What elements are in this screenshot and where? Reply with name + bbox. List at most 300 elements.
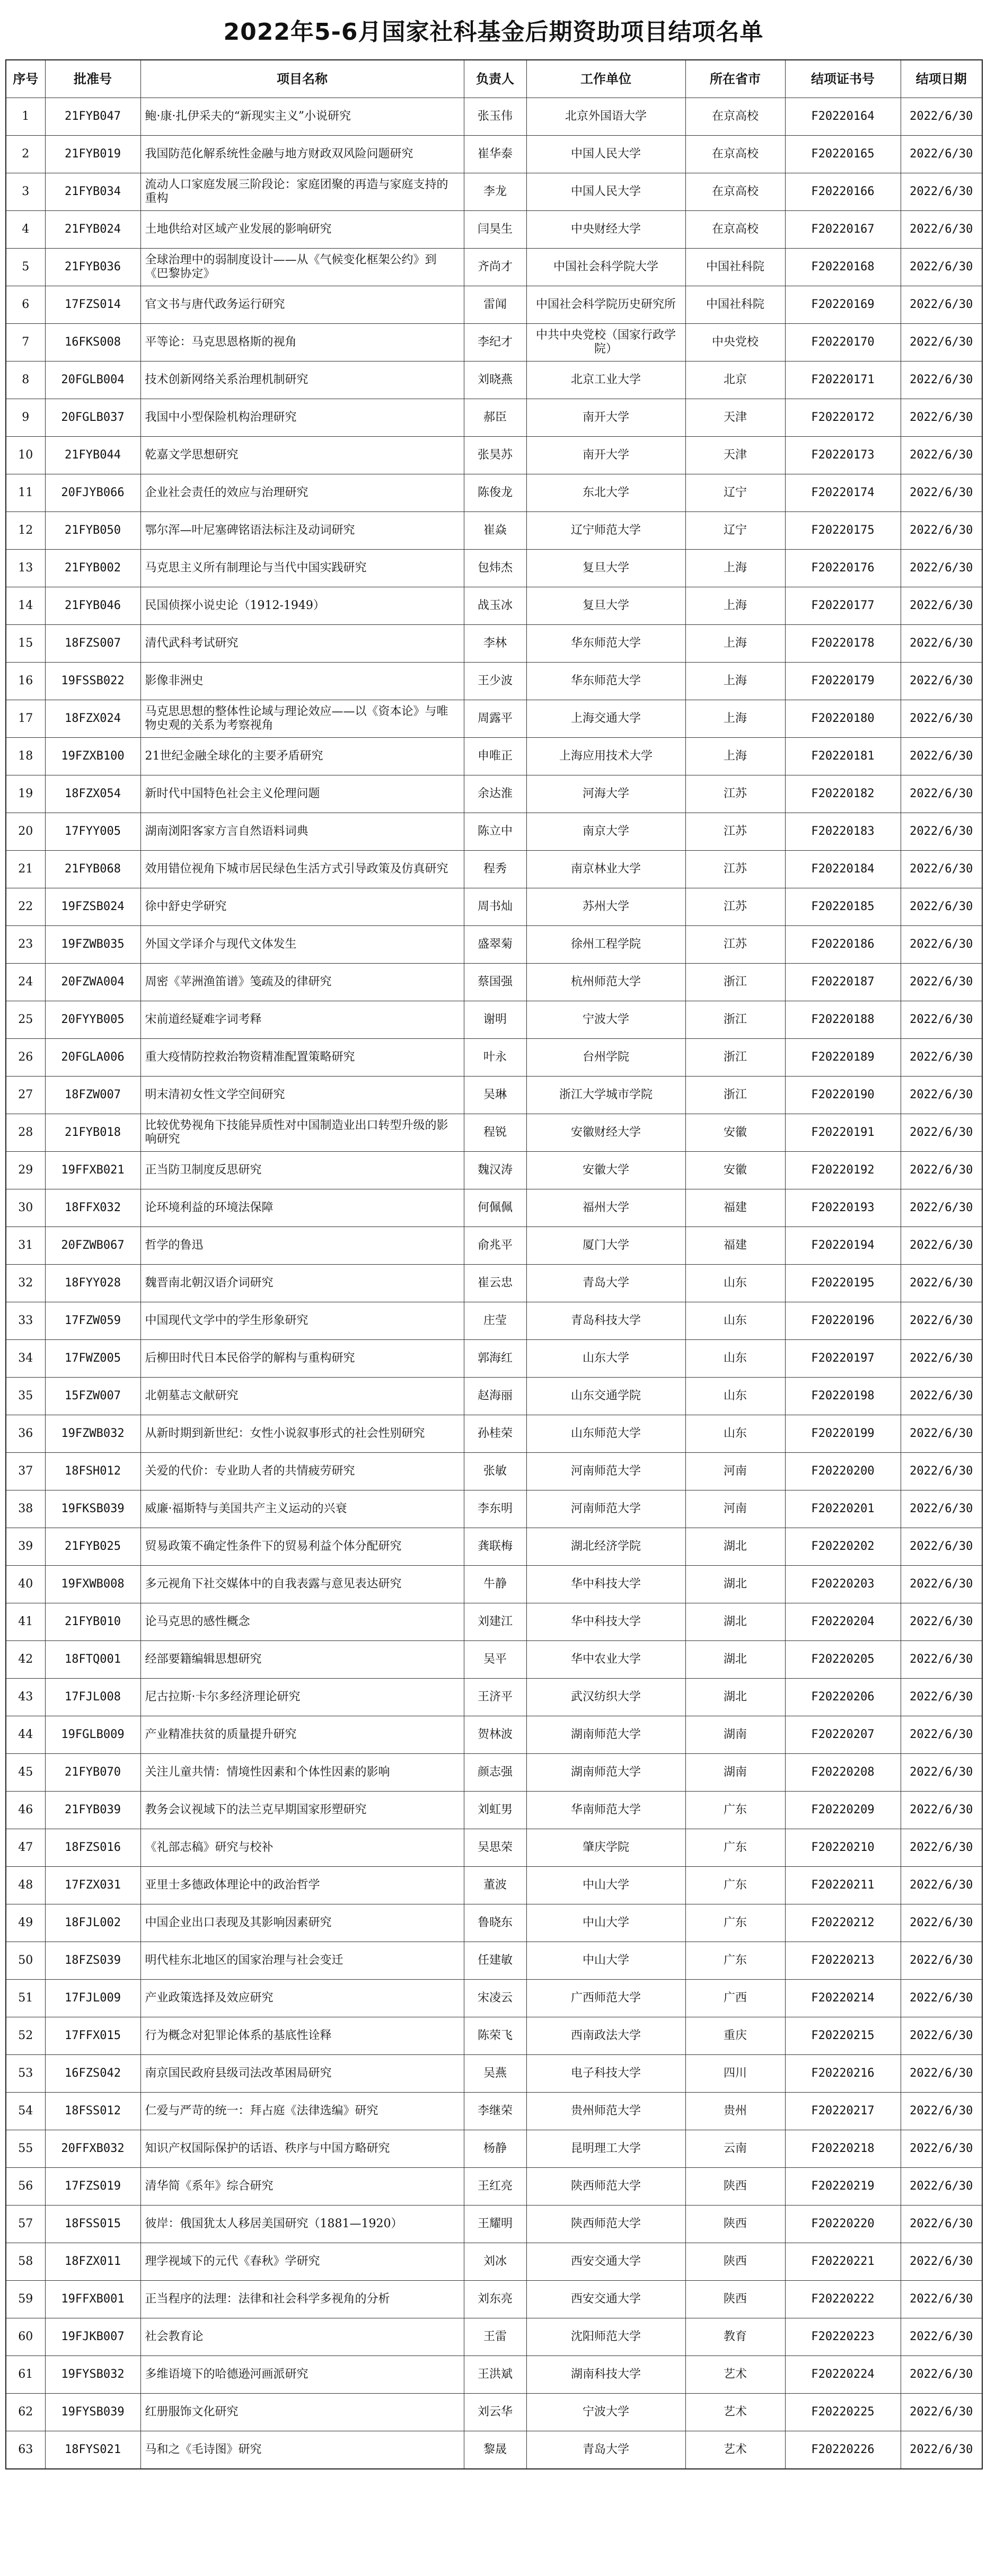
cell-approval-number: 17FZX031 — [45, 1867, 140, 1904]
cell-leader: 吴燕 — [464, 2055, 526, 2093]
cell-approval-number: 20FYYB005 — [45, 1001, 140, 1039]
table-row — [6, 1453, 982, 1490]
cell-region: 在京高校 — [685, 98, 785, 136]
cell-completion-date: 2022/6/30 — [901, 2130, 982, 2168]
cell-institution: 湖南师范大学 — [526, 1754, 685, 1792]
cell-certificate-number: F20220213 — [785, 1942, 901, 1980]
cell-completion-date: 2022/6/30 — [901, 2356, 982, 2394]
cell-region: 教育 — [685, 2318, 785, 2356]
cell-certificate-number: F20220202 — [785, 1528, 901, 1566]
cell-project-name: 经部要籍编辑思想研究 — [140, 1641, 464, 1679]
cell-approval-number: 18FZX054 — [45, 775, 140, 813]
cell-project-name: 官文书与唐代政务运行研究 — [140, 286, 464, 324]
cell-index: 12 — [6, 512, 45, 550]
cell-approval-number: 16FZS042 — [45, 2055, 140, 2093]
cell-certificate-number: F20220225 — [785, 2394, 901, 2431]
table-row — [6, 1077, 982, 1114]
cell-completion-date: 2022/6/30 — [901, 1716, 982, 1754]
cell-region: 艺术 — [685, 2394, 785, 2431]
table-row — [6, 437, 982, 474]
cell-certificate-number: F20220168 — [785, 249, 901, 286]
table-row — [6, 2206, 982, 2243]
cell-region: 浙江 — [685, 1077, 785, 1114]
cell-institution: 台州学院 — [526, 1039, 685, 1077]
cell-index: 63 — [6, 2431, 45, 2469]
page-title: 2022年5-6月国家社科基金后期资助项目结项名单 — [223, 19, 764, 46]
cell-certificate-number: F20220214 — [785, 1980, 901, 2017]
cell-project-name: 仁爱与严苛的统一：拜占庭《法律选编》研究 — [140, 2093, 464, 2130]
cell-project-name: 教务会议视域下的法兰克早期国家形塑研究 — [140, 1792, 464, 1829]
cell-project-name: 湖南浏阳客家方言自然语料词典 — [140, 813, 464, 851]
cell-region: 湖北 — [685, 1641, 785, 1679]
cell-approval-number: 21FYB002 — [45, 550, 140, 587]
cell-index: 29 — [6, 1152, 45, 1189]
table-row — [6, 1641, 982, 1679]
cell-project-name: 关注儿童共情：情境性因素和个体性因素的影响 — [140, 1754, 464, 1792]
cell-project-name: 民国侦探小说史论（1912-1949） — [140, 587, 464, 625]
cell-region: 上海 — [685, 625, 785, 663]
cell-region: 陕西 — [685, 2168, 785, 2206]
cell-institution: 青岛大学 — [526, 1265, 685, 1302]
cell-leader: 王济平 — [464, 1679, 526, 1716]
cell-institution: 中山大学 — [526, 1942, 685, 1980]
cell-certificate-number: F20220171 — [785, 361, 901, 399]
cell-region: 河南 — [685, 1490, 785, 1528]
table-row — [6, 474, 982, 512]
cell-region: 中国社科院 — [685, 286, 785, 324]
cell-completion-date: 2022/6/30 — [901, 249, 982, 286]
cell-leader: 申唯正 — [464, 738, 526, 775]
cell-region: 山东 — [685, 1340, 785, 1378]
cell-approval-number: 18FTQ001 — [45, 1641, 140, 1679]
cell-completion-date: 2022/6/30 — [901, 1152, 982, 1189]
cell-completion-date: 2022/6/30 — [901, 1077, 982, 1114]
cell-certificate-number: F20220206 — [785, 1679, 901, 1716]
cell-leader: 俞兆平 — [464, 1227, 526, 1265]
cell-leader: 张玉伟 — [464, 98, 526, 136]
cell-leader: 颜志强 — [464, 1754, 526, 1792]
cell-region: 贵州 — [685, 2093, 785, 2130]
cell-certificate-number: F20220199 — [785, 1415, 901, 1453]
cell-completion-date: 2022/6/30 — [901, 851, 982, 888]
cell-region: 天津 — [685, 399, 785, 437]
cell-index: 56 — [6, 2168, 45, 2206]
table-row — [6, 1340, 982, 1378]
table-row — [6, 2130, 982, 2168]
cell-institution: 中共中央党校（国家行政学院） — [526, 324, 685, 361]
cell-project-name: 明末清初女性文学空间研究 — [140, 1077, 464, 1114]
cell-certificate-number: F20220183 — [785, 813, 901, 851]
table-row — [6, 361, 982, 399]
cell-institution: 华中科技大学 — [526, 1603, 685, 1641]
cell-leader: 蔡国强 — [464, 964, 526, 1001]
cell-completion-date: 2022/6/30 — [901, 2318, 982, 2356]
cell-leader: 董波 — [464, 1867, 526, 1904]
table-row — [6, 625, 982, 663]
cell-certificate-number: F20220226 — [785, 2431, 901, 2469]
cell-institution: 湖南师范大学 — [526, 1716, 685, 1754]
cell-index: 16 — [6, 663, 45, 700]
cell-index: 37 — [6, 1453, 45, 1490]
cell-completion-date: 2022/6/30 — [901, 587, 982, 625]
cell-index: 41 — [6, 1603, 45, 1641]
cell-certificate-number: F20220195 — [785, 1265, 901, 1302]
cell-leader: 齐尚才 — [464, 249, 526, 286]
cell-leader: 郝臣 — [464, 399, 526, 437]
cell-region: 上海 — [685, 663, 785, 700]
cell-completion-date: 2022/6/30 — [901, 2394, 982, 2431]
cell-index: 48 — [6, 1867, 45, 1904]
cell-certificate-number: F20220207 — [785, 1716, 901, 1754]
cell-leader: 魏汉涛 — [464, 1152, 526, 1189]
cell-certificate-number: F20220181 — [785, 738, 901, 775]
cell-leader: 崔云忠 — [464, 1265, 526, 1302]
cell-approval-number: 18FYS021 — [45, 2431, 140, 2469]
cell-leader: 宋凌云 — [464, 1980, 526, 2017]
cell-certificate-number: F20220212 — [785, 1904, 901, 1942]
table-row — [6, 2243, 982, 2281]
cell-institution: 福州大学 — [526, 1189, 685, 1227]
cell-index: 4 — [6, 211, 45, 249]
cell-leader: 刘云华 — [464, 2394, 526, 2431]
cell-index: 10 — [6, 437, 45, 474]
cell-region: 四川 — [685, 2055, 785, 2093]
cell-institution: 西安交通大学 — [526, 2243, 685, 2281]
cell-approval-number: 21FYB018 — [45, 1114, 140, 1152]
cell-project-name: 21世纪金融全球化的主要矛盾研究 — [140, 738, 464, 775]
cell-leader: 李纪才 — [464, 324, 526, 361]
cell-approval-number: 18FSS012 — [45, 2093, 140, 2130]
cell-certificate-number: F20220197 — [785, 1340, 901, 1378]
cell-leader: 叶永 — [464, 1039, 526, 1077]
cell-index: 6 — [6, 286, 45, 324]
cell-project-name: 彼岸：俄国犹太人移居美国研究（1881—1920） — [140, 2206, 464, 2243]
cell-project-name: 亚里士多德政体理论中的政治哲学 — [140, 1867, 464, 1904]
table-row — [6, 1302, 982, 1340]
cell-leader: 周书灿 — [464, 888, 526, 926]
cell-approval-number: 17FJL009 — [45, 1980, 140, 2017]
cell-institution: 复旦大学 — [526, 550, 685, 587]
table-row — [6, 1189, 982, 1227]
table-row — [6, 1528, 982, 1566]
cell-certificate-number: F20220176 — [785, 550, 901, 587]
cell-certificate-number: F20220191 — [785, 1114, 901, 1152]
cell-leader: 崔焱 — [464, 512, 526, 550]
cell-approval-number: 20FZWA004 — [45, 964, 140, 1001]
table-row — [6, 964, 982, 1001]
cell-approval-number: 20FZWB067 — [45, 1227, 140, 1265]
cell-index: 49 — [6, 1904, 45, 1942]
cell-completion-date: 2022/6/30 — [901, 1114, 982, 1152]
cell-institution: 河海大学 — [526, 775, 685, 813]
table-row — [6, 2356, 982, 2394]
cell-leader: 雷闻 — [464, 286, 526, 324]
table-row — [6, 2431, 982, 2469]
cell-completion-date: 2022/6/30 — [901, 2243, 982, 2281]
cell-approval-number: 19FJKB007 — [45, 2318, 140, 2356]
cell-region: 广东 — [685, 1942, 785, 1980]
header-leader: 负责人 — [464, 60, 526, 98]
cell-region: 江苏 — [685, 813, 785, 851]
cell-index: 5 — [6, 249, 45, 286]
cell-region: 安徽 — [685, 1114, 785, 1152]
table-row — [6, 1792, 982, 1829]
cell-approval-number: 21FYB068 — [45, 851, 140, 888]
cell-approval-number: 19FZXB100 — [45, 738, 140, 775]
cell-project-name: 平等论：马克思恩格斯的视角 — [140, 324, 464, 361]
cell-certificate-number: F20220174 — [785, 474, 901, 512]
cell-region: 浙江 — [685, 964, 785, 1001]
cell-leader: 余达淮 — [464, 775, 526, 813]
cell-approval-number: 21FYB044 — [45, 437, 140, 474]
cell-certificate-number: F20220165 — [785, 136, 901, 173]
cell-certificate-number: F20220211 — [785, 1867, 901, 1904]
cell-region: 艺术 — [685, 2431, 785, 2469]
cell-approval-number: 21FYB024 — [45, 211, 140, 249]
cell-approval-number: 18FSS015 — [45, 2206, 140, 2243]
cell-leader: 王红亮 — [464, 2168, 526, 2206]
cell-region: 辽宁 — [685, 512, 785, 550]
cell-institution: 厦门大学 — [526, 1227, 685, 1265]
cell-approval-number: 19FKSB039 — [45, 1490, 140, 1528]
cell-project-name: 正当防卫制度反思研究 — [140, 1152, 464, 1189]
cell-index: 17 — [6, 700, 45, 738]
cell-index: 18 — [6, 738, 45, 775]
header-region: 所在省市 — [685, 60, 785, 98]
cell-completion-date: 2022/6/30 — [901, 2055, 982, 2093]
cell-project-name: 论环境利益的环境法保障 — [140, 1189, 464, 1227]
cell-index: 22 — [6, 888, 45, 926]
cell-completion-date: 2022/6/30 — [901, 2168, 982, 2206]
cell-index: 2 — [6, 136, 45, 173]
cell-region: 上海 — [685, 700, 785, 738]
cell-institution: 陕西师范大学 — [526, 2168, 685, 2206]
cell-region: 湖南 — [685, 1754, 785, 1792]
cell-index: 21 — [6, 851, 45, 888]
table-row — [6, 211, 982, 249]
table-row — [6, 2394, 982, 2431]
cell-region: 湖北 — [685, 1679, 785, 1716]
table-row — [6, 399, 982, 437]
cell-index: 43 — [6, 1679, 45, 1716]
cell-certificate-number: F20220204 — [785, 1603, 901, 1641]
results-table — [5, 59, 983, 2469]
cell-leader: 陈立中 — [464, 813, 526, 851]
cell-region: 云南 — [685, 2130, 785, 2168]
cell-index: 14 — [6, 587, 45, 625]
cell-index: 54 — [6, 2093, 45, 2130]
cell-completion-date: 2022/6/30 — [901, 1001, 982, 1039]
cell-project-name: 徐中舒史学研究 — [140, 888, 464, 926]
cell-index: 13 — [6, 550, 45, 587]
table-row — [6, 888, 982, 926]
cell-index: 42 — [6, 1641, 45, 1679]
table-row — [6, 587, 982, 625]
cell-approval-number: 21FYB039 — [45, 1792, 140, 1829]
cell-region: 重庆 — [685, 2017, 785, 2055]
cell-approval-number: 18FZS016 — [45, 1829, 140, 1867]
cell-index: 25 — [6, 1001, 45, 1039]
cell-leader: 李龙 — [464, 173, 526, 211]
cell-completion-date: 2022/6/30 — [901, 1227, 982, 1265]
cell-institution: 中央财经大学 — [526, 211, 685, 249]
cell-index: 30 — [6, 1189, 45, 1227]
cell-completion-date: 2022/6/30 — [901, 437, 982, 474]
cell-approval-number: 18FZX024 — [45, 700, 140, 738]
cell-index: 31 — [6, 1227, 45, 1265]
cell-completion-date: 2022/6/30 — [901, 2281, 982, 2318]
cell-region: 江苏 — [685, 926, 785, 964]
cell-certificate-number: F20220190 — [785, 1077, 901, 1114]
table-row — [6, 1114, 982, 1152]
cell-index: 57 — [6, 2206, 45, 2243]
cell-certificate-number: F20220221 — [785, 2243, 901, 2281]
cell-certificate-number: F20220177 — [785, 587, 901, 625]
cell-index: 20 — [6, 813, 45, 851]
table-row — [6, 1679, 982, 1716]
table-row — [6, 2318, 982, 2356]
cell-region: 北京 — [685, 361, 785, 399]
cell-region: 广东 — [685, 1904, 785, 1942]
cell-institution: 华东师范大学 — [526, 625, 685, 663]
table-row — [6, 738, 982, 775]
cell-institution: 西安交通大学 — [526, 2281, 685, 2318]
cell-project-name: 清代武科考试研究 — [140, 625, 464, 663]
cell-project-name: 正当程序的法理：法律和社会科学多视角的分析 — [140, 2281, 464, 2318]
cell-completion-date: 2022/6/30 — [901, 1039, 982, 1077]
cell-institution: 徐州工程学院 — [526, 926, 685, 964]
cell-region: 上海 — [685, 587, 785, 625]
cell-approval-number: 19FZWB032 — [45, 1415, 140, 1453]
cell-approval-number: 19FSSB022 — [45, 663, 140, 700]
cell-region: 中央党校 — [685, 324, 785, 361]
cell-index: 35 — [6, 1378, 45, 1415]
cell-project-name: 土地供给对区域产业发展的影响研究 — [140, 211, 464, 249]
cell-project-name: 产业精准扶贫的质量提升研究 — [140, 1716, 464, 1754]
cell-approval-number: 21FYB036 — [45, 249, 140, 286]
table-row — [6, 1942, 982, 1980]
cell-institution: 山东大学 — [526, 1340, 685, 1378]
cell-approval-number: 21FYB070 — [45, 1754, 140, 1792]
cell-index: 61 — [6, 2356, 45, 2394]
cell-institution: 安徽财经大学 — [526, 1114, 685, 1152]
cell-completion-date: 2022/6/30 — [901, 1302, 982, 1340]
cell-region: 辽宁 — [685, 474, 785, 512]
cell-index: 34 — [6, 1340, 45, 1378]
cell-region: 湖南 — [685, 1716, 785, 1754]
cell-approval-number: 16FKS008 — [45, 324, 140, 361]
table-row — [6, 1603, 982, 1641]
cell-index: 23 — [6, 926, 45, 964]
cell-certificate-number: F20220187 — [785, 964, 901, 1001]
cell-index: 47 — [6, 1829, 45, 1867]
table-row — [6, 1378, 982, 1415]
cell-completion-date: 2022/6/30 — [901, 1566, 982, 1603]
cell-certificate-number: F20220209 — [785, 1792, 901, 1829]
cell-leader: 战玉冰 — [464, 587, 526, 625]
cell-institution: 青岛大学 — [526, 2431, 685, 2469]
cell-region: 广东 — [685, 1792, 785, 1829]
cell-institution: 安徽大学 — [526, 1152, 685, 1189]
cell-approval-number: 18FJL002 — [45, 1904, 140, 1942]
cell-institution: 上海交通大学 — [526, 700, 685, 738]
cell-region: 江苏 — [685, 851, 785, 888]
cell-institution: 浙江大学城市学院 — [526, 1077, 685, 1114]
cell-approval-number: 20FGLB004 — [45, 361, 140, 399]
cell-index: 50 — [6, 1942, 45, 1980]
cell-institution: 宁波大学 — [526, 1001, 685, 1039]
cell-leader: 吴琳 — [464, 1077, 526, 1114]
cell-completion-date: 2022/6/30 — [901, 1415, 982, 1453]
table-row — [6, 2093, 982, 2130]
cell-index: 9 — [6, 399, 45, 437]
cell-region: 安徽 — [685, 1152, 785, 1189]
cell-project-name: 明代桂东北地区的国家治理与社会变迁 — [140, 1942, 464, 1980]
cell-certificate-number: F20220164 — [785, 98, 901, 136]
cell-region: 河南 — [685, 1453, 785, 1490]
cell-certificate-number: F20220216 — [785, 2055, 901, 2093]
cell-institution: 华中农业大学 — [526, 1641, 685, 1679]
cell-index: 46 — [6, 1792, 45, 1829]
cell-index: 62 — [6, 2394, 45, 2431]
cell-completion-date: 2022/6/30 — [901, 926, 982, 964]
cell-leader: 陈俊龙 — [464, 474, 526, 512]
table-row — [6, 663, 982, 700]
table-row — [6, 1227, 982, 1265]
cell-region: 中国社科院 — [685, 249, 785, 286]
cell-leader: 吴平 — [464, 1641, 526, 1679]
cell-project-name: 比较优势视角下技能异质性对中国制造业出口转型升级的影响研究 — [140, 1114, 464, 1152]
cell-certificate-number: F20220205 — [785, 1641, 901, 1679]
cell-certificate-number: F20220218 — [785, 2130, 901, 2168]
cell-approval-number: 19FXWB008 — [45, 1566, 140, 1603]
cell-leader: 陈荣飞 — [464, 2017, 526, 2055]
cell-institution: 中国社会科学院历史研究所 — [526, 286, 685, 324]
cell-leader: 李东明 — [464, 1490, 526, 1528]
cell-leader: 程锐 — [464, 1114, 526, 1152]
table-row — [6, 512, 982, 550]
cell-leader: 王雷 — [464, 2318, 526, 2356]
cell-leader: 龚联梅 — [464, 1528, 526, 1566]
cell-region: 天津 — [685, 437, 785, 474]
cell-approval-number: 21FYB047 — [45, 98, 140, 136]
cell-index: 1 — [6, 98, 45, 136]
cell-region: 福建 — [685, 1189, 785, 1227]
cell-project-name: 行为概念对犯罪论体系的基底性诠释 — [140, 2017, 464, 2055]
table-row — [6, 324, 982, 361]
cell-institution: 华南师范大学 — [526, 1792, 685, 1829]
cell-certificate-number: F20220208 — [785, 1754, 901, 1792]
cell-approval-number: 17FZW059 — [45, 1302, 140, 1340]
cell-certificate-number: F20220175 — [785, 512, 901, 550]
cell-index: 39 — [6, 1528, 45, 1566]
cell-institution: 南开大学 — [526, 399, 685, 437]
cell-leader: 张敏 — [464, 1453, 526, 1490]
cell-certificate-number: F20220210 — [785, 1829, 901, 1867]
cell-completion-date: 2022/6/30 — [901, 1754, 982, 1792]
cell-project-name: 外国文学译介与现代文体发生 — [140, 926, 464, 964]
cell-institution: 上海应用技术大学 — [526, 738, 685, 775]
cell-leader: 黎晟 — [464, 2431, 526, 2469]
cell-project-name: 马克思思想的整体性论域与理论效应——以《资本论》与唯物史观的关系为考察视角 — [140, 700, 464, 738]
cell-leader: 刘冰 — [464, 2243, 526, 2281]
cell-approval-number: 17FWZ005 — [45, 1340, 140, 1378]
cell-certificate-number: F20220215 — [785, 2017, 901, 2055]
cell-certificate-number: F20220179 — [785, 663, 901, 700]
table-row — [6, 2055, 982, 2093]
cell-certificate-number: F20220185 — [785, 888, 901, 926]
table-row — [6, 1829, 982, 1867]
